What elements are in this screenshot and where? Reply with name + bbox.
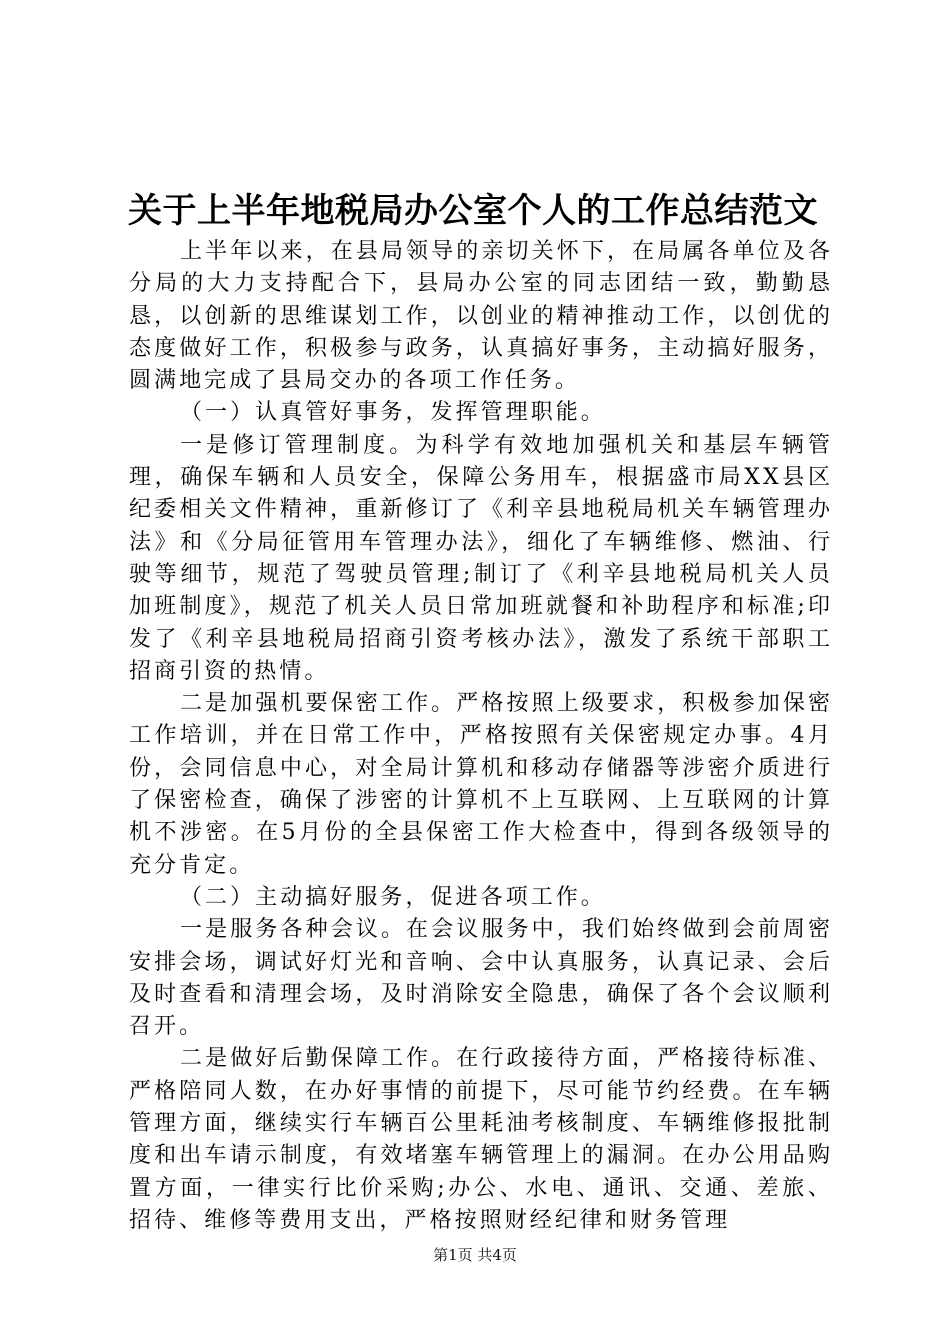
section-heading-1: （一）认真管好事务，发挥管理职能。 xyxy=(180,400,606,426)
section-heading-2: （二）主动搞好服务，促进各项工作。 xyxy=(180,884,606,910)
paragraph-logistics: 二是做好后勤保障工作。在行政接待方面，严格接待标准、严格陪同人数，在办好事情的前提下，尽可能节约经费。在车辆管理方面，继续实行车辆百公里耗油考核制度、车辆维修报批制度和出车请示制度，有效堵塞车辆管理上的漏洞。在办公用品购置方面，一律实行比价采购;办公、水电、通讯、交通、差旅、招待、维修等费用支出，严格按照财经纪律和财务管理 xyxy=(129,1046,833,1233)
paragraph-confidentiality: 二是加强机要保密工作。严格按照上级要求，积极参加保密工作培训，并在日常工作中，严格按照有关保密规定办事。4月份，会同信息中心，对全局计算机和移动存储器等涉密介质进行了保密检查，确保了涉密的计算机不上互联网、上互联网的计算机不涉密。在5月份的全县保密工作大检查中，得到各级领导的充分肯定。 xyxy=(129,691,833,878)
paragraph-management-rules: 一是修订管理制度。为科学有效地加强机关和基层车辆管理，确保车辆和人员安全，保障公务用车，根据盛市局XX县区纪委相关文件精神，重新修订了《利辛县地税局机关车辆管理办法》和《分局征管用车管理办法》，细化了车辆维修、燃油、行驶等细节，规范了驾驶员管理;制订了《利辛县地税局机关人员加班制度》，规范了机关人员日常加班就餐和补助程序和标准;印发了《利辛县地税局招商引资考核办法》，激发了系统干部职工招商引资的热情。 xyxy=(129,432,833,684)
page-number-footer: 第1页 共4页 xyxy=(433,1246,517,1264)
document-body xyxy=(129,236,833,1237)
paragraph-meetings: 一是服务各种会议。在会议服务中，我们始终做到会前周密安排会场，调试好灯光和音响、会中认真服务，认真记录、会后及时查看和清理会场，及时消除安全隐患，确保了各个会议顺利召开。 xyxy=(129,917,833,1040)
paragraph-intro: 上半年以来，在县局领导的亲切关怀下，在局属各单位及各分局的大力支持配合下，县局办公室的同志团结一致，勤勤恳恳，以创新的思维谋划工作，以创业的精神推动工作，以创优的态度做好工作，积极参与政务，认真搞好事务，主动搞好服务，圆满地完成了县局交办的各项工作任务。 xyxy=(129,239,833,394)
document-title: 关于上半年地税局办公室个人的工作总结范文 xyxy=(128,191,818,231)
